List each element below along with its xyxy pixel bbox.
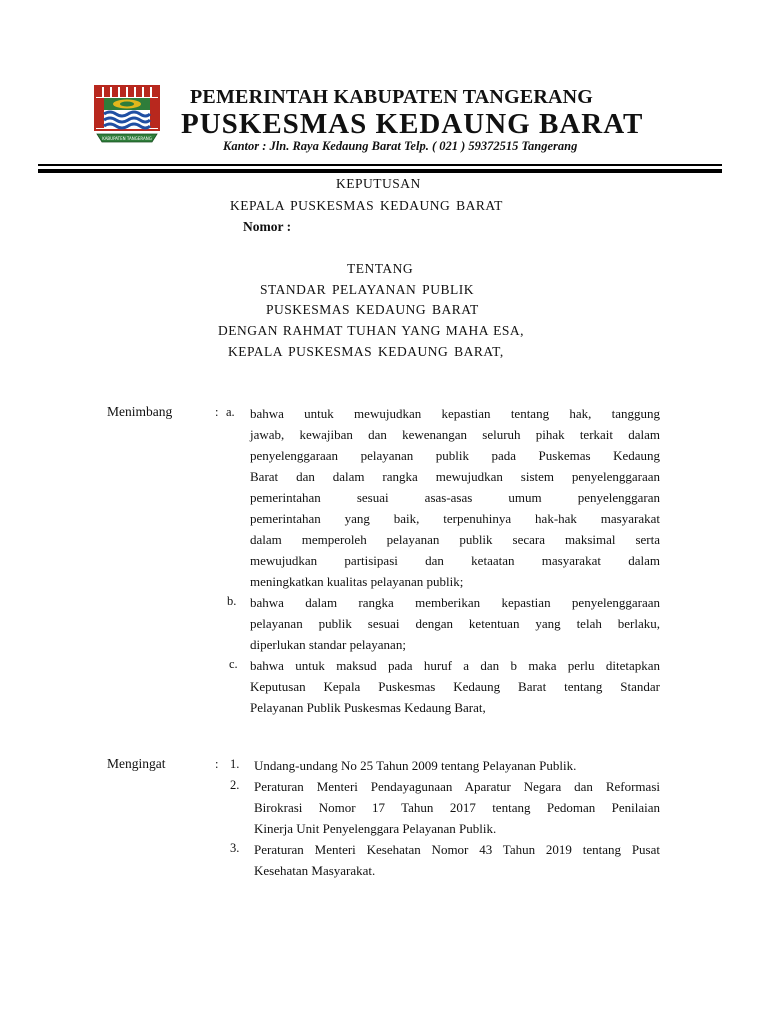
mengingat-item-3 xyxy=(254,839,660,881)
text-line: Peraturan Menteri Pendayagunaan Aparatur Negara dan Reformasi xyxy=(254,779,660,794)
text-line: Keputusan Kepala Puskesmas Kedaung Barat tentang Standar xyxy=(250,679,660,694)
text-line: pemerintahan yang baik, terpenuhinya hak-hak masyarakat xyxy=(250,511,660,526)
text-line: penyelenggaraan pelayanan publik pada Puskemas Kedaung xyxy=(250,448,660,463)
text-line: pemerintahan sesuai asas-asas umum penyelenggaran xyxy=(250,490,660,505)
menimbang-item-c xyxy=(250,655,660,718)
menimbang-marker-a: a. xyxy=(226,405,235,419)
issuer-signature-heading: KEPALA PUSKESMAS KEDAUNG BARAT, xyxy=(228,344,504,359)
text-line: meningkatkan kualitas pelayanan publik; xyxy=(250,574,464,589)
decree-heading: KEPUTUSAN xyxy=(336,176,421,191)
text-line: jawab, kewajiban dan kewenangan seluruh pihak terkait dalam xyxy=(250,427,660,442)
text-line: Pelayanan Publik Puskesmas Kedaung Barat, xyxy=(250,700,486,715)
text-line: mewujudkan partisipasi dan ketaatan masyarakat dalam xyxy=(250,553,660,568)
government-name: PEMERINTAH KABUPATEN TANGERANG xyxy=(190,86,594,108)
decree-subject: STANDAR PELAYANAN PUBLIK xyxy=(260,282,474,297)
header-divider-thick xyxy=(38,169,722,173)
text-line: pelayanan publik sesuai dengan ketentuan yang telah berlaku, xyxy=(250,616,660,631)
menimbang-marker-b: b. xyxy=(227,594,237,608)
text-line: Undang-undang No 25 Tahun 2009 tentang Pelayanan Publik. xyxy=(254,758,577,773)
mengingat-marker-1: 1. xyxy=(230,757,240,771)
header-divider-thin xyxy=(38,164,722,166)
mengingat-marker-3: 3. xyxy=(230,841,240,855)
organization-name: PUSKESMAS KEDAUNG BARAT xyxy=(181,108,644,140)
text-line: Birokrasi Nomor 17 Tahun 2017 tentang Pedoman Penilaian xyxy=(254,800,660,815)
office-address: Kantor : Jln. Raya Kedaung Barat Telp. ( 021 ) 59372515 Tangerang xyxy=(223,139,578,153)
mengingat-label: Mengingat xyxy=(107,756,166,771)
menimbang-marker-c: c. xyxy=(229,657,238,671)
about-heading: TENTANG xyxy=(347,261,414,276)
text-line: dalam memperoleh pelayanan publik secara maksimal serta xyxy=(250,532,660,547)
kabupaten-tangerang-logo xyxy=(94,84,160,146)
mengingat-item-1 xyxy=(254,755,660,776)
text-line: Barat dan dalam rangka mewujudkan sistem penyelenggaraan xyxy=(250,469,660,484)
menimbang-colon: : xyxy=(215,405,219,419)
logo-ribbon-text: KABUPATEN TANGERANG xyxy=(102,136,152,141)
decree-number-label: Nomor : xyxy=(243,219,292,234)
decree-issuer: KEPALA PUSKESMAS KEDAUNG BARAT xyxy=(230,198,503,213)
mengingat-item-2 xyxy=(254,776,660,839)
text-line: bahwa untuk maksud pada huruf a dan b maka perlu ditetapkan xyxy=(250,658,660,673)
text-line: diperlukan standar pelayanan; xyxy=(250,637,406,652)
text-line: Peraturan Menteri Kesehatan Nomor 43 Tahun 2019 tentang Pusat xyxy=(254,842,660,857)
text-line: Kesehatan Masyarakat. xyxy=(254,863,376,878)
mengingat-marker-2: 2. xyxy=(230,778,240,792)
decree-subject-org: PUSKESMAS KEDAUNG BARAT xyxy=(266,302,479,317)
text-line: bahwa dalam rangka memberikan kepastian penyelenggaraan xyxy=(250,595,660,610)
menimbang-item-b xyxy=(250,592,660,655)
text-line: Kinerja Unit Penyelenggara Pelayanan Publik. xyxy=(254,821,497,836)
menimbang-item-a xyxy=(250,403,660,592)
invocation: DENGAN RAHMAT TUHAN YANG MAHA ESA, xyxy=(218,323,525,338)
text-line: bahwa untuk mewujudkan kepastian tentang hak, tanggung xyxy=(250,406,660,421)
mengingat-colon: : xyxy=(215,757,219,771)
menimbang-label: Menimbang xyxy=(107,404,173,419)
